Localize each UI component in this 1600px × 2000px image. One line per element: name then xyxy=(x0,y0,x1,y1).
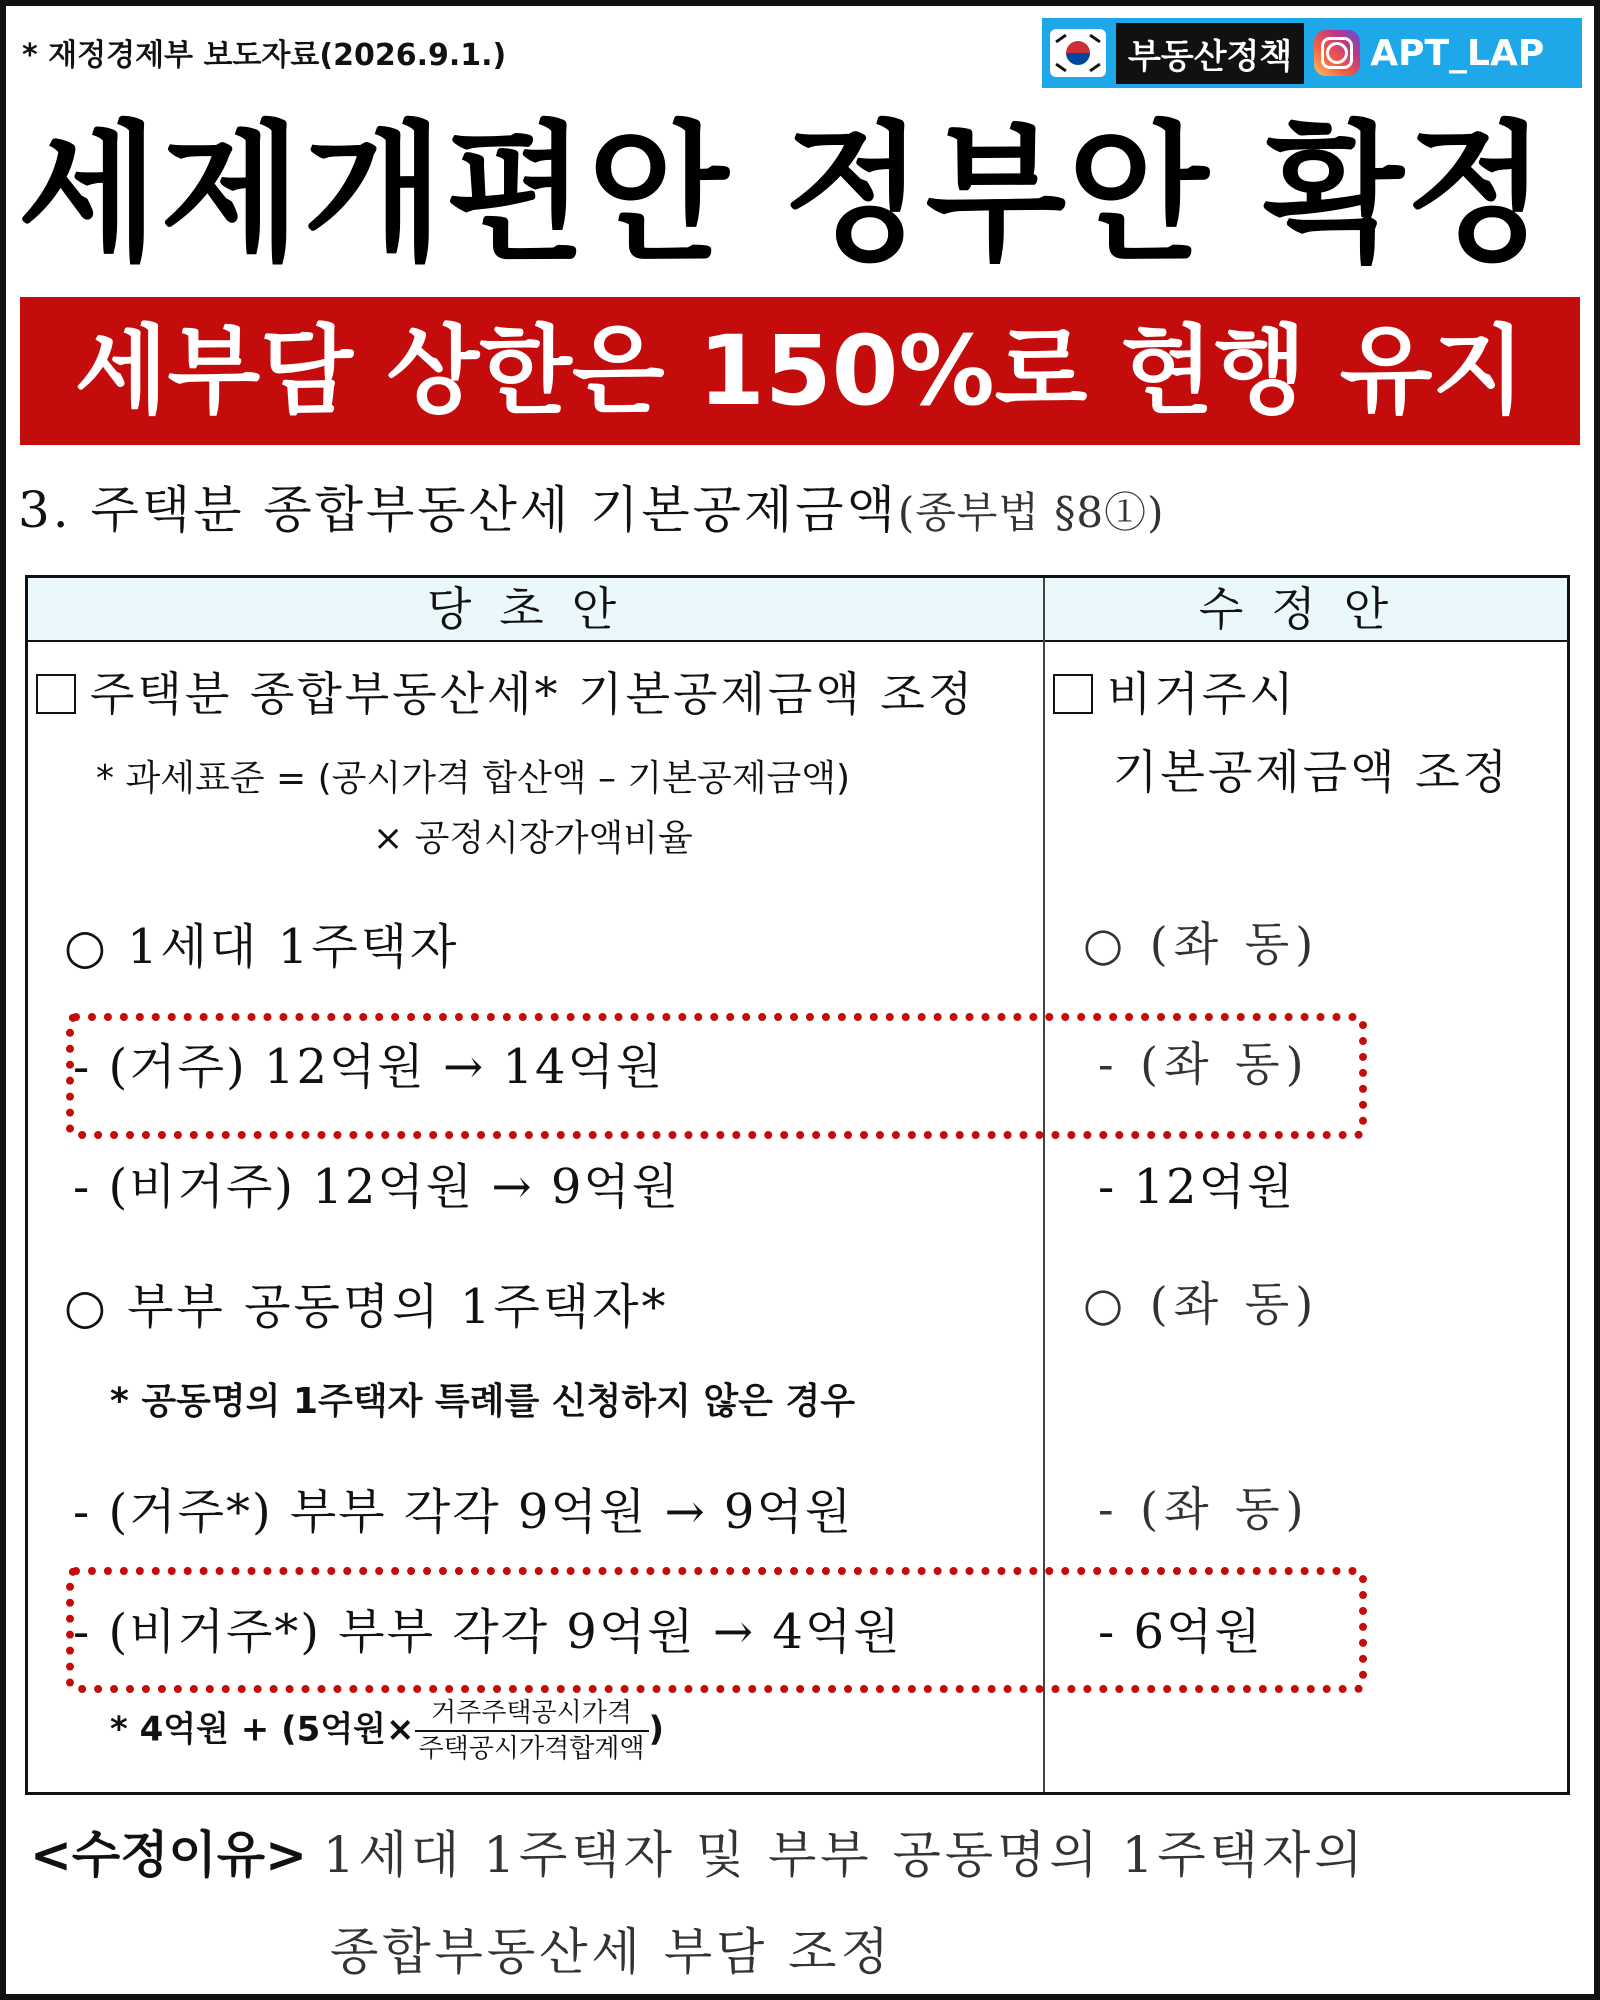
checkbox-icon xyxy=(1053,674,1093,714)
revised-single-resident: - (좌 동) xyxy=(1098,1037,1310,1091)
checkbox-icon xyxy=(36,674,76,714)
tax-base-note-2: × 공정시장가액비율 xyxy=(373,818,693,859)
reason-text-2: 종합부동산세 부담 조정 xyxy=(330,1923,893,1981)
revised-heading: 비거주시 xyxy=(1053,658,1297,724)
revised-joint-nonresident: - 6억원 xyxy=(1098,1604,1263,1660)
header-revised: 수정안 xyxy=(1198,582,1417,636)
channel-badge[interactable] xyxy=(1042,18,1582,88)
original-heading: 주택분 종합부동산세* 기본공제금액 조정 xyxy=(36,658,975,724)
tax-base-note: * 과세표준 = (공시가격 합산액 – 기본공제금액) xyxy=(96,758,851,799)
instagram-account[interactable]: APT_LAP xyxy=(1370,32,1545,74)
section-title-text: 3. 주택분 종합부동산세 기본공제금액 xyxy=(18,481,898,539)
revised-joint-resident: - (좌 동) xyxy=(1098,1482,1310,1536)
header-original: 당초안 xyxy=(426,582,645,636)
group-joint-owners: ○ 부부 공동명의 1주택자* xyxy=(64,1279,669,1335)
revised-group-joint: ○ (좌 동) xyxy=(1083,1277,1320,1331)
joint-nonresident-row: - (비거주*) 부부 각각 9억원 → 4억원 xyxy=(73,1604,902,1660)
policy-tag: 부동산정책 xyxy=(1116,23,1304,84)
reason-text: 1세대 1주택자 및 부부 공동명의 1주택자의 xyxy=(322,1826,1367,1884)
section-ref: (종부법 §8①) xyxy=(897,488,1165,537)
highlight-box-single-resident xyxy=(66,1013,1367,1139)
revision-reason xyxy=(30,1815,1367,1887)
formula-note: * 4억원 + (5억원× $\frac{\text{거주주택공시가격}}{\text{주택공시가격합계액}}$ ) xyxy=(110,1698,665,1764)
revised-heading-2: 기본공제금액 조정 xyxy=(1113,745,1511,799)
joint-owner-note: * 공동명의 1주택자 특례를 신청하지 않은 경우 xyxy=(110,1381,856,1422)
headline: 세제개편안 정부안 확정 xyxy=(18,108,1549,282)
revised-single-nonresident: - 12억원 xyxy=(1098,1159,1296,1215)
banner: 세부담 상한은 150%로 현행 유지 xyxy=(20,297,1580,445)
group-single-household: ○ 1세대 1주택자 xyxy=(64,919,460,975)
section-title xyxy=(18,470,1164,542)
single-nonresident-row: - (비거주) 12억원 → 9억원 xyxy=(73,1159,681,1215)
formula-fraction: $\frac{\text{거주주택공시가격}}{\text{주택공시가격합계액}}$ xyxy=(415,1696,649,1766)
revised-group-single: ○ (좌 동) xyxy=(1083,917,1320,971)
single-resident-row: - (거주) 12억원 → 14억원 xyxy=(73,1039,665,1095)
highlight-box-joint-nonresident xyxy=(66,1567,1367,1693)
instagram-icon xyxy=(1314,30,1360,76)
korea-flag-icon xyxy=(1050,29,1106,77)
joint-resident-row: - (거주*) 부부 각각 9억원 → 9억원 xyxy=(73,1484,854,1540)
source-note: * 재정경제부 보도자료(2026.9.1.) xyxy=(22,38,507,73)
reason-label: <수정이유> xyxy=(30,1826,307,1884)
